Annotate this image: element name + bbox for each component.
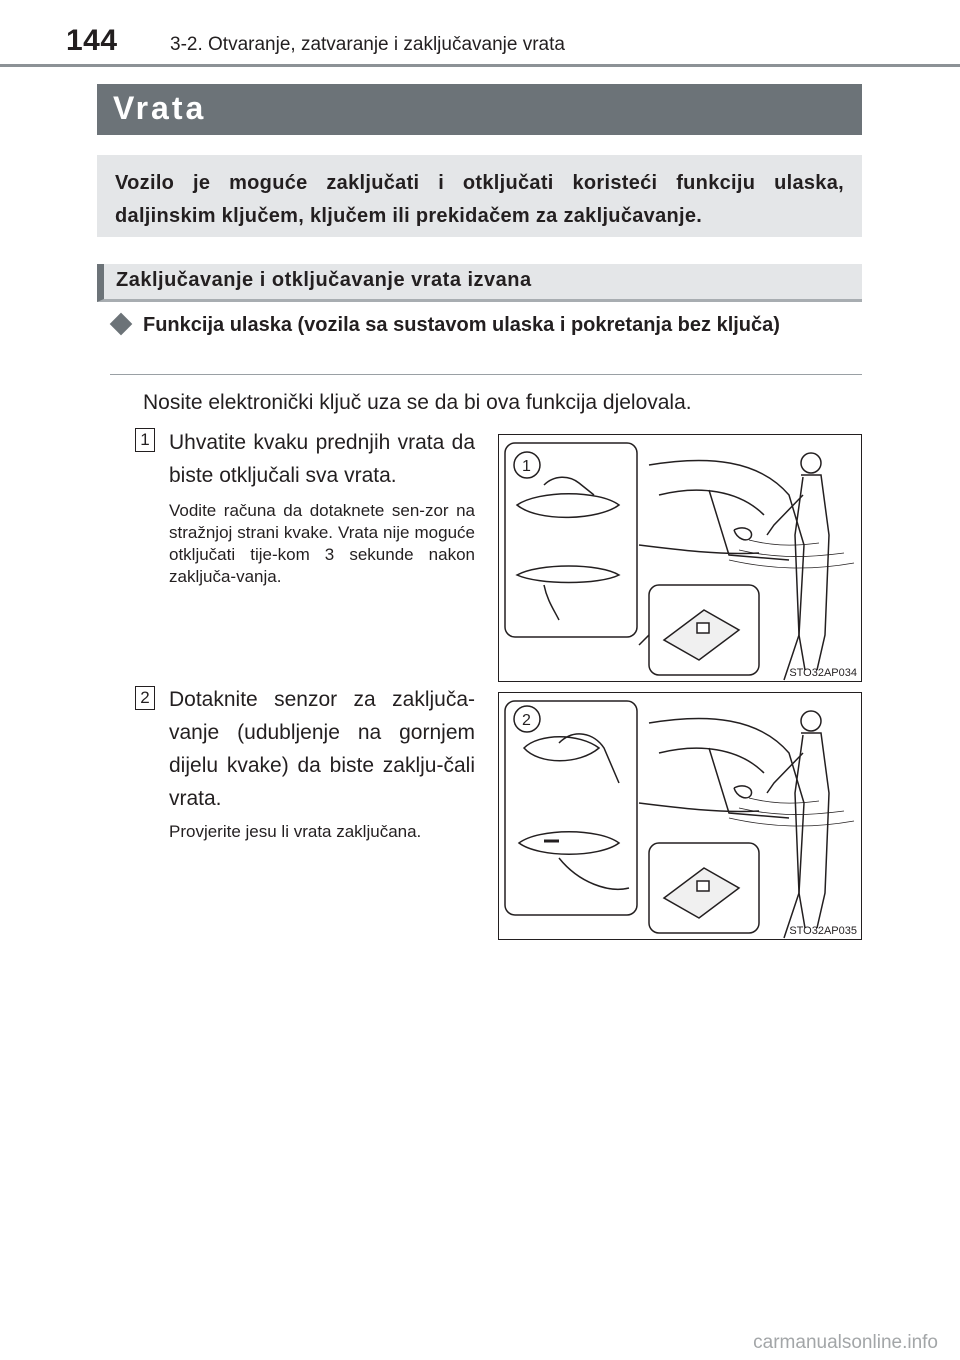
diamond-bullet-icon <box>110 313 133 336</box>
step-text-1: Uhvatite kvaku prednjih vrata da biste otključali sva vrata. <box>169 431 475 487</box>
svg-text:2: 2 <box>522 712 531 729</box>
figure-code-2: STO32AP035 <box>789 925 857 937</box>
step-number-1: 1 <box>135 428 155 452</box>
feature-divider <box>110 374 862 375</box>
feature-heading: Funkcija ulaska (vozila sa sustavom ulaska i pokretanja bez ključa) <box>143 314 780 336</box>
figure-code-1: STO32AP034 <box>789 667 857 679</box>
intro-box <box>97 155 862 237</box>
step-text-2: Dotaknite senzor za zaključa-vanje (udubljenje na gornjem dijelu kvake) da biste zaklju-čali vrata. <box>169 688 475 810</box>
section-title: Vrata <box>113 90 207 126</box>
subsection-header <box>97 264 862 302</box>
figure-unlock <box>498 434 862 682</box>
lock-illustration <box>499 693 862 940</box>
svg-text:1: 1 <box>522 458 531 475</box>
step-note-1: Vodite računa da dotaknete sen-zor na stražnjoj strani kvake. Vrata nije moguće otključati tije-kom 3 sekunde nakon zaključa-vanja. <box>169 501 475 586</box>
section-banner <box>97 84 862 135</box>
unlock-illustration <box>499 435 862 682</box>
figure-lock <box>498 692 862 940</box>
site-watermark: carmanualsonline.info <box>753 1332 938 1353</box>
page-number: 144 <box>66 24 118 57</box>
header-divider <box>0 64 960 67</box>
step-number-2: 2 <box>135 686 155 710</box>
step-note-2: Provjerite jesu li vrata zaključana. <box>169 822 422 841</box>
subsection-title: Zaključavanje i otključavanje vrata izvana <box>116 269 532 291</box>
chapter-title: 3-2. Otvaranje, zatvaranje i zaključavanje vrata <box>170 34 565 55</box>
intro-text: Vozilo je moguće zaključati i otključati koristeći funkciju ulaska, daljinskim ključem, ključem ili prekidačem za zaključavanje. <box>115 172 844 227</box>
feature-body: Nosite elektronički ključ uza se da bi ova funkcija djelovala. <box>143 391 692 414</box>
